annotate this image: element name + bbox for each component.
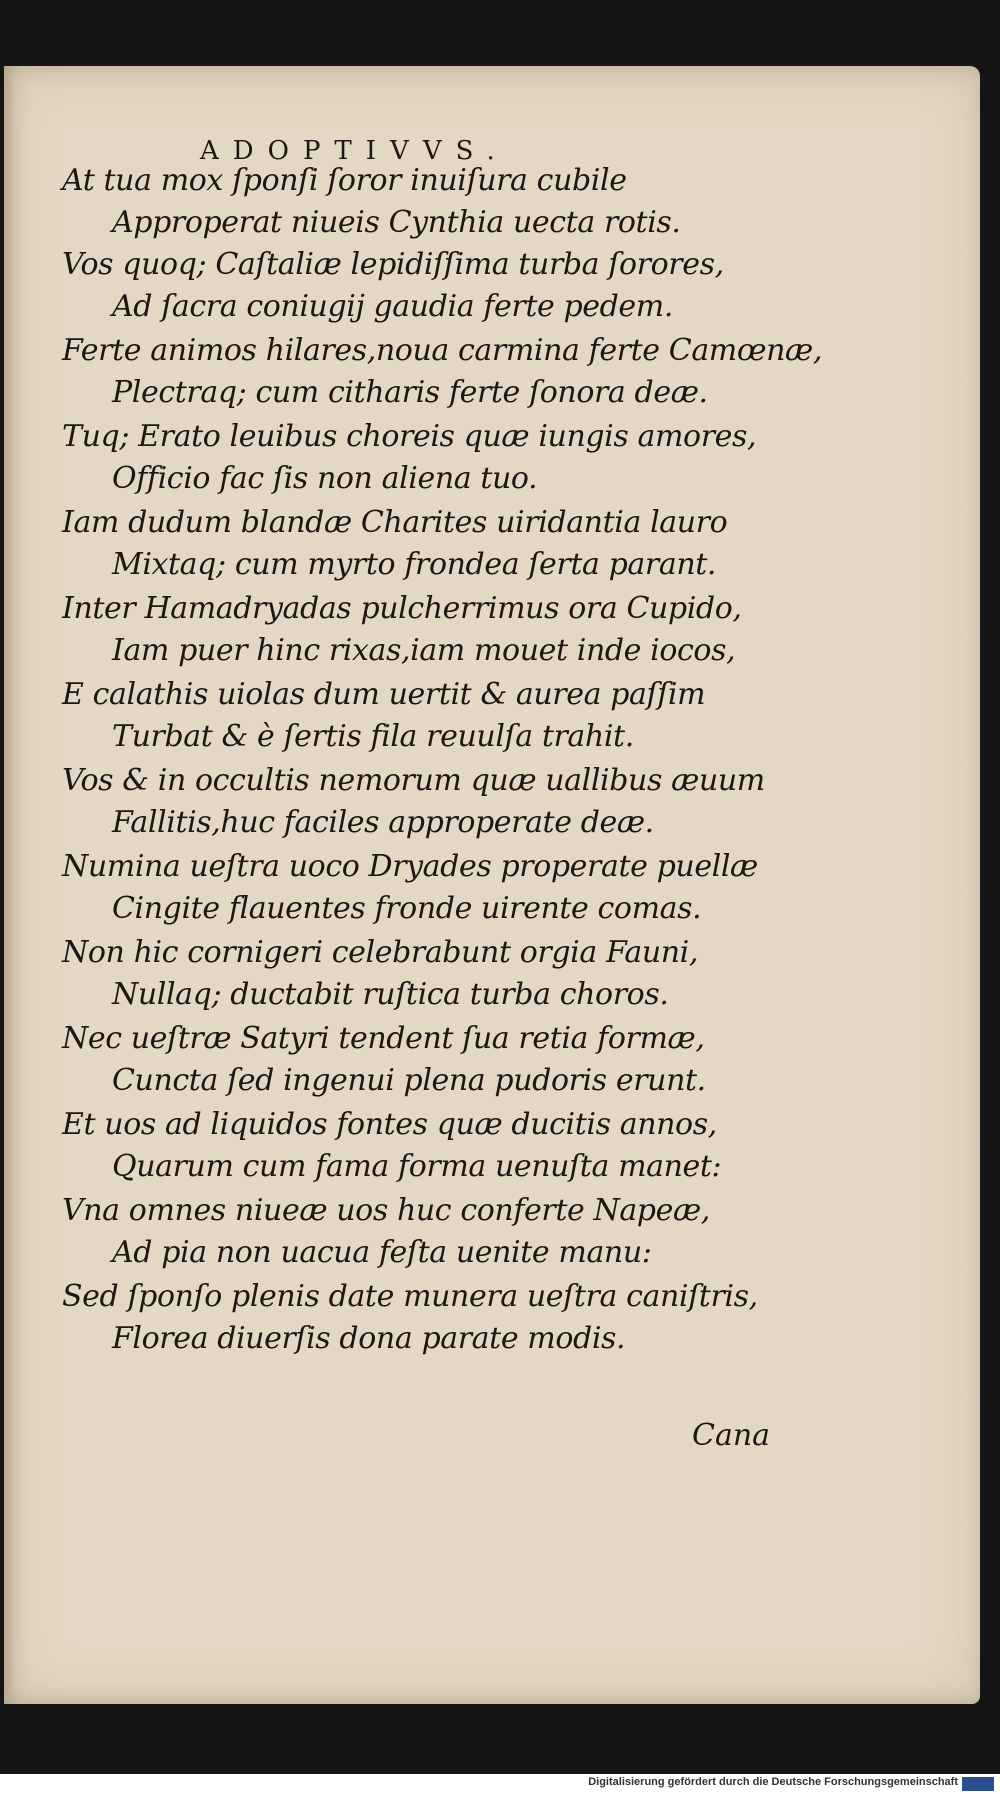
verse-line: Inter Hamadryadas pulcherrimus ora Cupido,: [62, 591, 742, 626]
verse-line: Cuncta ſed ingenui plena pudoris erunt.: [112, 1063, 706, 1098]
verse-line: Et uos ad liquidos fontes quæ ducitis annos,: [62, 1107, 717, 1142]
verse-line: Nullaq; ductabit ruſtica turba choros.: [112, 977, 669, 1012]
verse-line: Tuq; Erato leuibus choreis quæ iungis amores,: [62, 419, 757, 454]
verse-line: Iam puer hinc rixas,iam mouet inde iocos,: [112, 633, 736, 668]
verse-line: Quarum cum fama forma uenuſta manet:: [112, 1149, 722, 1184]
verse-line: Ad pia non uacua feſta uenite manu:: [112, 1235, 652, 1270]
verse-line: Ferte animos hilares,noua carmina ferte Camœnæ,: [62, 333, 822, 368]
verse-line: E calathis uiolas dum uertit & aurea paſſim: [62, 677, 706, 712]
verse-line: Sed ſponſo plenis date munera ueſtra caniſtris,: [62, 1279, 758, 1314]
dfg-logo: [962, 1777, 994, 1791]
running-head: ADOPTIVVS.: [200, 136, 509, 166]
verse-line: At tua mox ſponſi ſoror inuiſura cubile: [62, 163, 627, 198]
verse-line: Cingite flauentes fronde uirente comas.: [112, 891, 702, 926]
page-gutter-shadow: [4, 66, 14, 1704]
verse-line: Turbat & è ſertis fila reuulſa trahit.: [112, 719, 634, 754]
funding-credit: Digitalisierung gefördert durch die Deutsche Forschungsgemeinschaft: [588, 1776, 958, 1788]
verse-line: Nec ueſtræ Satyri tendent ſua retia formæ,: [62, 1021, 705, 1056]
verse-line: Approperat niueis Cynthia uecta rotis.: [112, 205, 681, 240]
verse-line: Officio fac ſis non aliena tuo.: [112, 461, 538, 496]
verse-line: Vos quoq; Caſtaliæ lepidiſſima turba ſorores,: [62, 247, 724, 282]
verse-line: Mixtaq; cum myrto frondea ſerta parant.: [112, 547, 717, 582]
verse-line: Vna omnes niueæ uos huc conferte Napeæ,: [62, 1193, 710, 1228]
verse-line: Non hic cornigeri celebrabunt orgia Fauni,: [62, 935, 699, 970]
verse-line: Vos & in occultis nemorum quæ uallibus æuum: [62, 763, 765, 798]
verse-line: Numina ueſtra uoco Dryades properate puellæ: [62, 849, 758, 884]
verse-line: Plectraq; cum citharis ferte ſonora deæ.: [112, 375, 708, 410]
verse-line: Iam dudum blandæ Charites uiridantia lauro: [62, 505, 728, 540]
catchword: Cana: [692, 1418, 771, 1453]
verse-line: Fallitis,huc faciles approperate deæ.: [112, 805, 654, 840]
verse-line: Ad ſacra coniugij gaudia ferte pedem.: [112, 289, 673, 324]
verse-line: Florea diuerſis dona parate modis.: [112, 1321, 626, 1356]
